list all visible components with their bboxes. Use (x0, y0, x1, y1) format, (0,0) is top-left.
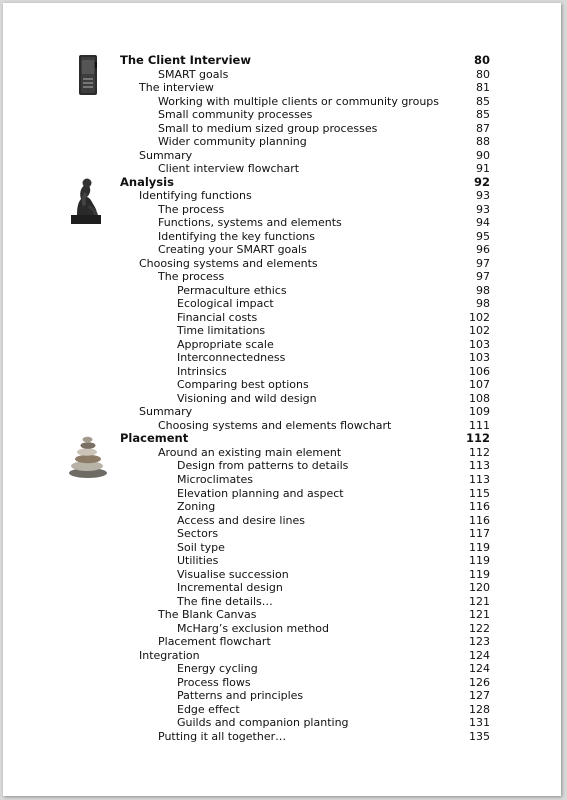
toc-page-number: 119 (469, 567, 490, 581)
phone-recorder-icon (76, 54, 100, 96)
toc-entry-title: Sectors (177, 527, 219, 541)
toc-entry-title: Placement (120, 431, 189, 446)
toc-entry-row[interactable] (120, 311, 490, 325)
toc-entry-title: Guilds and companion planting (177, 716, 349, 730)
document-page (3, 3, 561, 796)
toc-entry-row[interactable] (120, 108, 490, 122)
toc-page-number: 119 (469, 540, 490, 554)
toc-page-number: 122 (469, 621, 490, 635)
toc-entry-row[interactable] (120, 135, 490, 149)
toc-page-number: 117 (469, 527, 490, 541)
toc-page-number: 113 (469, 472, 490, 486)
toc-entry-title: Identifying the key functions (158, 229, 315, 243)
toc-entry-row[interactable] (120, 257, 490, 271)
toc-page-number: 121 (469, 594, 490, 608)
toc-page-number: 121 (469, 608, 490, 622)
toc-page-number: 102 (469, 324, 490, 338)
toc-entry-title: Small community processes (158, 108, 313, 122)
toc-entry-title: Interconnectedness (177, 351, 286, 365)
toc-page-number: 106 (469, 364, 490, 378)
toc-page-number: 124 (469, 662, 490, 676)
toc-entry-row[interactable] (120, 95, 490, 109)
thinker-statue-icon (67, 175, 105, 225)
toc-page-number: 91 (476, 162, 490, 176)
toc-page-number: 103 (469, 337, 490, 351)
toc-page-number: 92 (473, 174, 490, 189)
toc-page-number: 98 (476, 297, 490, 311)
toc-page-number: 97 (476, 270, 490, 284)
toc-entry-row[interactable] (120, 635, 490, 649)
toc-entry-row[interactable] (120, 68, 490, 82)
toc-entry-title: The process (158, 202, 225, 216)
toc-page-number: 80 (473, 53, 490, 67)
toc-entry-title: Placement flowchart (158, 635, 271, 649)
toc-entry-title: SMART goals (158, 67, 229, 81)
toc-entry-title: Design from patterns to details (177, 459, 349, 473)
toc-entry-title: Incremental design (177, 581, 283, 595)
toc-entry-title: The process (158, 270, 225, 284)
toc-chapter-row[interactable] (120, 54, 490, 68)
toc-entry-title: Patterns and principles (177, 689, 304, 703)
toc-entry-title: Client interview flowchart (158, 162, 300, 176)
toc-entry-title: Identifying functions (139, 189, 252, 203)
toc-entry-title: Soil type (177, 540, 225, 554)
toc-entry-title: Microclimates (177, 472, 254, 486)
toc-page-number: 123 (469, 635, 490, 649)
toc-entry-row[interactable] (120, 730, 490, 744)
toc-page-number: 85 (476, 108, 490, 122)
toc-entry-title: Permaculture ethics (177, 283, 287, 297)
toc-entry-title: Summary (139, 405, 193, 419)
toc-entry-row[interactable] (120, 149, 490, 163)
toc-entry-row[interactable] (120, 527, 490, 541)
toc-entry-row[interactable] (120, 459, 490, 473)
toc-entry-row[interactable] (120, 392, 490, 406)
toc-entry-title: Zoning (177, 500, 216, 514)
toc-page-number: 90 (476, 148, 490, 162)
toc-entry-row[interactable] (120, 338, 490, 352)
toc-entry-row[interactable] (120, 541, 490, 555)
toc-entry-row[interactable] (120, 284, 490, 298)
toc-entry-row[interactable] (120, 324, 490, 338)
toc-entry-row[interactable] (120, 689, 490, 703)
toc-entry-row[interactable] (120, 500, 490, 514)
toc-page-number: 112 (469, 445, 490, 459)
toc-entry-row[interactable] (120, 446, 490, 460)
toc-entry-row[interactable] (120, 595, 490, 609)
toc-page-number: 126 (469, 675, 490, 689)
toc-page-number: 88 (476, 135, 490, 149)
toc-page-number: 95 (476, 229, 490, 243)
toc-entry-row[interactable] (120, 514, 490, 528)
toc-page-number: 103 (469, 351, 490, 365)
toc-page-number: 94 (476, 216, 490, 230)
toc-entry-title: Elevation planning and aspect (177, 486, 344, 500)
toc-page-number: 128 (469, 702, 490, 716)
toc-entry-title: Intrinsics (177, 364, 227, 378)
toc-entry-row[interactable] (120, 270, 490, 284)
toc-entry-title: The Blank Canvas (158, 608, 257, 622)
toc-entry-row[interactable] (120, 81, 490, 95)
toc-entry-title: Working with multiple clients or community groups (158, 94, 440, 108)
toc-chapter-row[interactable] (120, 176, 490, 190)
toc-page-number: 102 (469, 310, 490, 324)
toc-entry-row[interactable] (120, 230, 490, 244)
toc-page-number: 87 (476, 121, 490, 135)
toc-page-number: 108 (469, 391, 490, 405)
toc-page-number: 116 (469, 513, 490, 527)
toc-entry-title: Around an existing main element (158, 445, 342, 459)
toc-entry-row[interactable] (120, 608, 490, 622)
stacked-stones-icon (67, 433, 109, 479)
toc-page-number: 97 (476, 256, 490, 270)
toc-entry-row[interactable] (120, 649, 490, 663)
toc-page-number: 98 (476, 283, 490, 297)
toc-page-number: 127 (469, 689, 490, 703)
toc-entry-row[interactable] (120, 351, 490, 365)
toc-page-number: 85 (476, 94, 490, 108)
toc-entry-title: Process flows (177, 675, 251, 689)
toc-page-number: 131 (469, 716, 490, 730)
toc-entry-title: Financial costs (177, 310, 258, 324)
toc-page-number: 93 (476, 189, 490, 203)
toc-page-number: 93 (476, 202, 490, 216)
toc-entry-row[interactable] (120, 662, 490, 676)
toc-page-number: 80 (476, 67, 490, 81)
toc-entry-row[interactable] (120, 676, 490, 690)
toc-entry-title: Functions, systems and elements (158, 216, 342, 230)
toc-entry-title: Access and desire lines (177, 513, 306, 527)
toc-chapter-row[interactable] (120, 432, 490, 446)
toc-entry-title: Energy cycling (177, 662, 258, 676)
table-of-contents (120, 54, 490, 743)
toc-page-number: 111 (469, 418, 490, 432)
toc-entry-title: Visioning and wild design (177, 391, 317, 405)
toc-entry-title: Edge effect (177, 702, 240, 716)
toc-entry-title: McHarg’s exclusion method (177, 621, 330, 635)
toc-entry-title: Summary (139, 148, 193, 162)
toc-entry-title: Small to medium sized group processes (158, 121, 378, 135)
toc-entry-title: Wider community planning (158, 135, 307, 149)
toc-entry-title: Choosing systems and elements (139, 256, 318, 270)
toc-page-number: 119 (469, 554, 490, 568)
toc-entry-row[interactable] (120, 378, 490, 392)
toc-entry-title: The fine details… (177, 594, 273, 608)
toc-entry-title: Choosing systems and elements flowchart (158, 418, 392, 432)
toc-entry-row[interactable] (120, 568, 490, 582)
toc-entry-row[interactable] (120, 622, 490, 636)
toc-page-number: 107 (469, 378, 490, 392)
toc-page-number: 113 (469, 459, 490, 473)
toc-entry-title: Time limitations (177, 324, 266, 338)
toc-entry-row[interactable] (120, 216, 490, 230)
toc-page-number: 135 (469, 729, 490, 743)
toc-entry-title: Ecological impact (177, 297, 274, 311)
toc-entry-title: Analysis (120, 174, 174, 189)
toc-entry-row[interactable] (120, 189, 490, 203)
toc-page-number: 124 (469, 648, 490, 662)
toc-entry-row[interactable] (120, 716, 490, 730)
toc-page-number: 112 (465, 431, 490, 446)
toc-entry-title: Utilities (177, 554, 219, 568)
toc-entry-title: Integration (139, 648, 200, 662)
toc-entry-title: Putting it all together… (158, 729, 287, 743)
toc-entry-row[interactable] (120, 473, 490, 487)
toc-entry-title: Comparing best options (177, 378, 309, 392)
toc-entry-row[interactable] (120, 162, 490, 176)
toc-entry-title: The interview (139, 81, 214, 95)
toc-entry-title: Creating your SMART goals (158, 243, 307, 257)
toc-entry-row[interactable] (120, 365, 490, 379)
toc-entry-row[interactable] (120, 554, 490, 568)
toc-page-number: 115 (469, 486, 490, 500)
toc-entry-row[interactable] (120, 487, 490, 501)
toc-entry-row[interactable] (120, 405, 490, 419)
toc-page-number: 120 (469, 581, 490, 595)
toc-page-number: 96 (476, 243, 490, 257)
toc-page-number: 81 (476, 81, 490, 95)
toc-entry-row[interactable] (120, 203, 490, 217)
toc-entry-title: The Client Interview (120, 53, 251, 67)
toc-entry-row[interactable] (120, 297, 490, 311)
toc-page-number: 116 (469, 500, 490, 514)
toc-entry-title: Appropriate scale (177, 337, 274, 351)
toc-entry-title: Visualise succession (177, 567, 289, 581)
toc-entry-row[interactable] (120, 581, 490, 595)
toc-entry-row[interactable] (120, 703, 490, 717)
toc-entry-row[interactable] (120, 243, 490, 257)
toc-entry-row[interactable] (120, 122, 490, 136)
toc-page-number: 109 (469, 405, 490, 419)
toc-entry-row[interactable] (120, 419, 490, 433)
